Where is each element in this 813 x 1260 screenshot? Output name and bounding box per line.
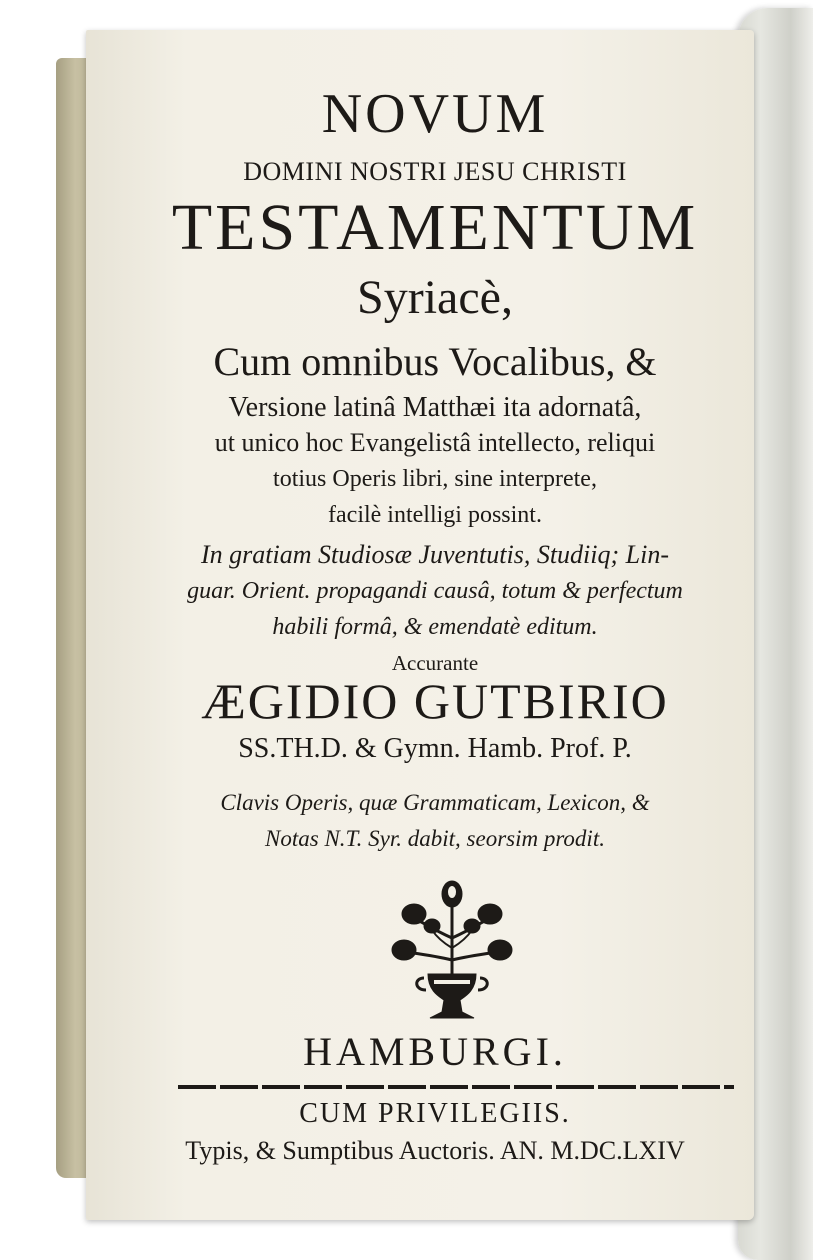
subtitle-cum-omnibus: Cum omnibus Vocalibus, & xyxy=(213,339,657,384)
note-clavis: Clavis Operis, quæ Grammaticam, Lexicon, & xyxy=(220,790,650,815)
dedication-habili: habili formâ, & emendatè editum. xyxy=(272,614,598,640)
note-notas: Notas N.T. Syr. dabit, seorsim prodit. xyxy=(265,826,605,851)
title-testamentum: TESTAMENTUM xyxy=(171,191,699,264)
editor-intro: Accurante xyxy=(391,651,479,675)
imprint-place: HAMBURGI. xyxy=(303,1029,567,1074)
title-novum: NOVUM xyxy=(321,83,549,145)
editor-credentials: SS.TH.D. & Gymn. Hamb. Prof. P. xyxy=(238,733,632,764)
title-domini: DOMINI NOSTRI JESU CHRISTI xyxy=(243,157,627,186)
imprint-privilege: CUM PRIVILEGIIS. xyxy=(299,1098,571,1129)
dedication-gratiam: In gratiam Studiosæ Juventutis, Studiiq; Lin- xyxy=(201,540,669,569)
imprint-rule xyxy=(178,1085,734,1089)
subtitle-versione: Versione latinâ Matthæi ita adornatâ, xyxy=(228,392,642,423)
editor-name: ÆGIDIO GUTBIRIO xyxy=(201,673,669,729)
subtitle-unico: ut unico hoc Evangelistâ intellecto, reliqui xyxy=(214,428,656,457)
flower-vase-ornament-icon xyxy=(384,878,520,1026)
dedication-guar: guar. Orient. propagandi causâ, totum & perfectum xyxy=(187,578,683,604)
subtitle-facile: facilè intelligi possint. xyxy=(328,502,542,528)
title-syriace: Syriacè, xyxy=(357,271,513,324)
imprint-printer-date: Typis, & Sumptibus Auctoris. AN. M.DC.LXIV xyxy=(185,1136,685,1165)
subtitle-totius: totius Operis libri, sine interprete, xyxy=(273,466,597,492)
